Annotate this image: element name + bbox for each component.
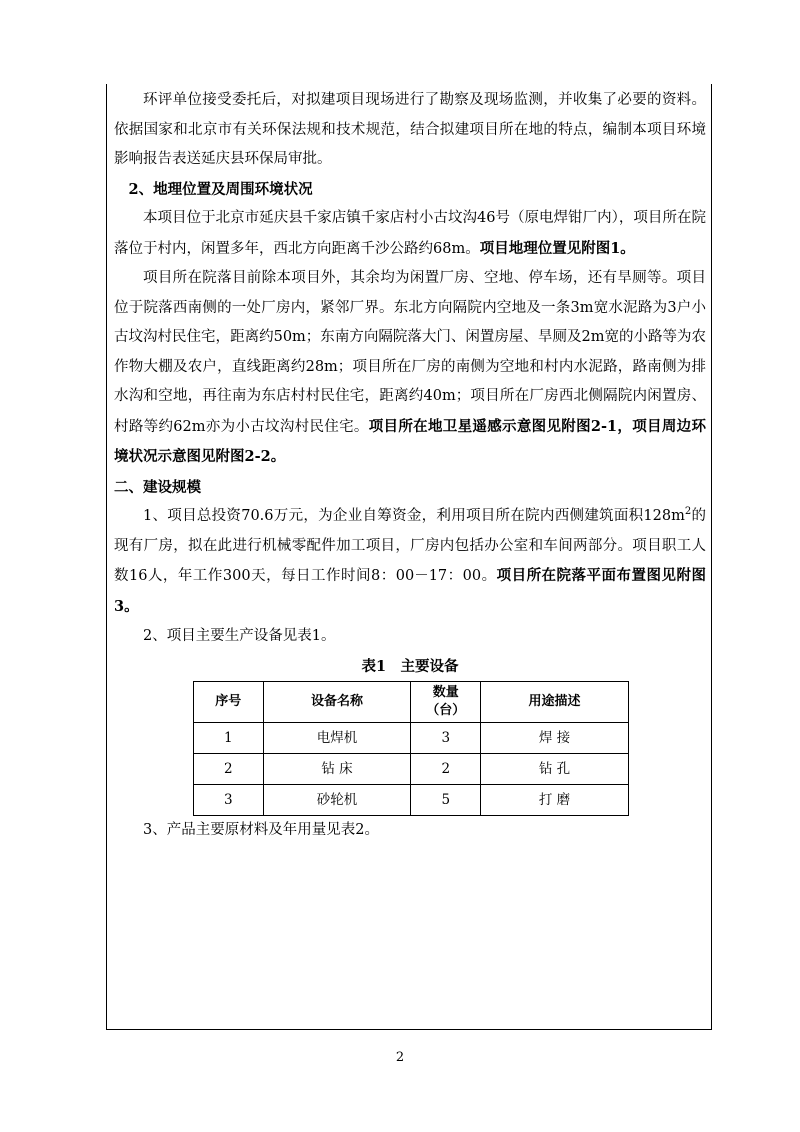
investment-text-pre: 1、项目总投资70.6万元，为企业自筹资金，利用项目所在院内西侧建筑面积128m (143, 508, 685, 524)
paragraph-equipment-ref: 2、项目主要生产设备见表1。 (143, 628, 336, 644)
cell-name: 砂轮机 (263, 785, 411, 816)
equipment-table (193, 681, 629, 816)
cell-qty: 3 (411, 723, 481, 754)
paragraph-surroundings (114, 264, 706, 473)
location-figure-ref: 项目地理位置见附图1。 (479, 239, 635, 257)
cell-qty: 5 (411, 785, 481, 816)
cell-use: 焊 接 (481, 723, 629, 754)
surroundings-figure-ref: 项目所在地卫星遥感示意图见附图2-1，项目周边环境状况示意图见附图2-2。 (114, 417, 706, 465)
paragraph-intro: 环评单位接受委托后，对拟建项目现场进行了勘察及现场监测，并收集了必要的资料。依据国家和北京市有关环保法规和技术规范，结合拟建项目所在地的特点，编制本项目环境影响报告表送延庆县环保局审批。 (114, 92, 706, 167)
header-qty-line2: （台） (426, 703, 466, 718)
page-number: 2 (395, 1050, 405, 1065)
table-row (194, 723, 629, 754)
cell-name: 电焊机 (263, 723, 411, 754)
table-row (194, 754, 629, 785)
table-caption: 表1 主要设备 (361, 657, 459, 675)
cell-seq: 1 (194, 723, 264, 754)
investment-text: 的现有厂房，拟在此进行机械零配件加工项目，厂房内包括办公室和车间两部分。项目职工人数16人，年工作300天，每日工作时间8：00－17：00。 (114, 508, 707, 584)
header-qty-line1: 数量 (432, 685, 459, 700)
header-seq: 序号 (194, 682, 264, 723)
heading-scale: 二、建设规模 (114, 478, 201, 496)
layout-figure-ref: 项目所在院落平面布置图见附图3。 (114, 567, 707, 615)
header-name: 设备名称 (263, 682, 411, 723)
cell-seq: 2 (194, 754, 264, 785)
cell-use: 钻 孔 (481, 754, 629, 785)
cell-seq: 3 (194, 785, 264, 816)
paragraph-location (114, 204, 706, 264)
table-row (194, 785, 629, 816)
cell-use: 打 磨 (481, 785, 629, 816)
heading-location: 2、地理位置及周围环境状况 (128, 180, 313, 198)
header-qty (411, 682, 481, 723)
cell-name: 钻 床 (263, 754, 411, 785)
area-unit-superscript: 2 (684, 506, 692, 518)
table-header-row (194, 682, 629, 723)
paragraph-materials-ref: 3、产品主要原材料及年用量见表2。 (143, 822, 379, 838)
paragraph-investment (114, 502, 706, 622)
cell-qty: 2 (411, 754, 481, 785)
location-text: 本项目位于北京市延庆县千家店镇千家店村小古坟沟46号（原电焊钳厂内），项目所在院落位于村内，闲置多年，西北方向距离千沙公路约68m。 (114, 210, 706, 257)
header-use: 用途描述 (481, 682, 629, 723)
surroundings-text: 项目所在院落目前除本项目外，其余均为闲置厂房、空地、停车场，还有旱厕等。项目位于院落西南侧的一处厂房内，紧邻厂界。东北方向隔院内空地及一条3m宽水泥路为3户小古坟沟村民住宅，距离约50m；东南方向隔院落大门、闲置房屋、旱厕及2m宽的小路等为农作物大棚及农户，直线距离约28m；项目所在厂房的南侧为空地和村内水泥路，路南侧为排水沟和空地，再往南为东店村村民住宅，距离约40m；项目所在厂房西北侧隔院内闲置房、村路等约62m亦为小古坟沟村民住宅。 (114, 270, 706, 435)
document-body (114, 86, 706, 846)
